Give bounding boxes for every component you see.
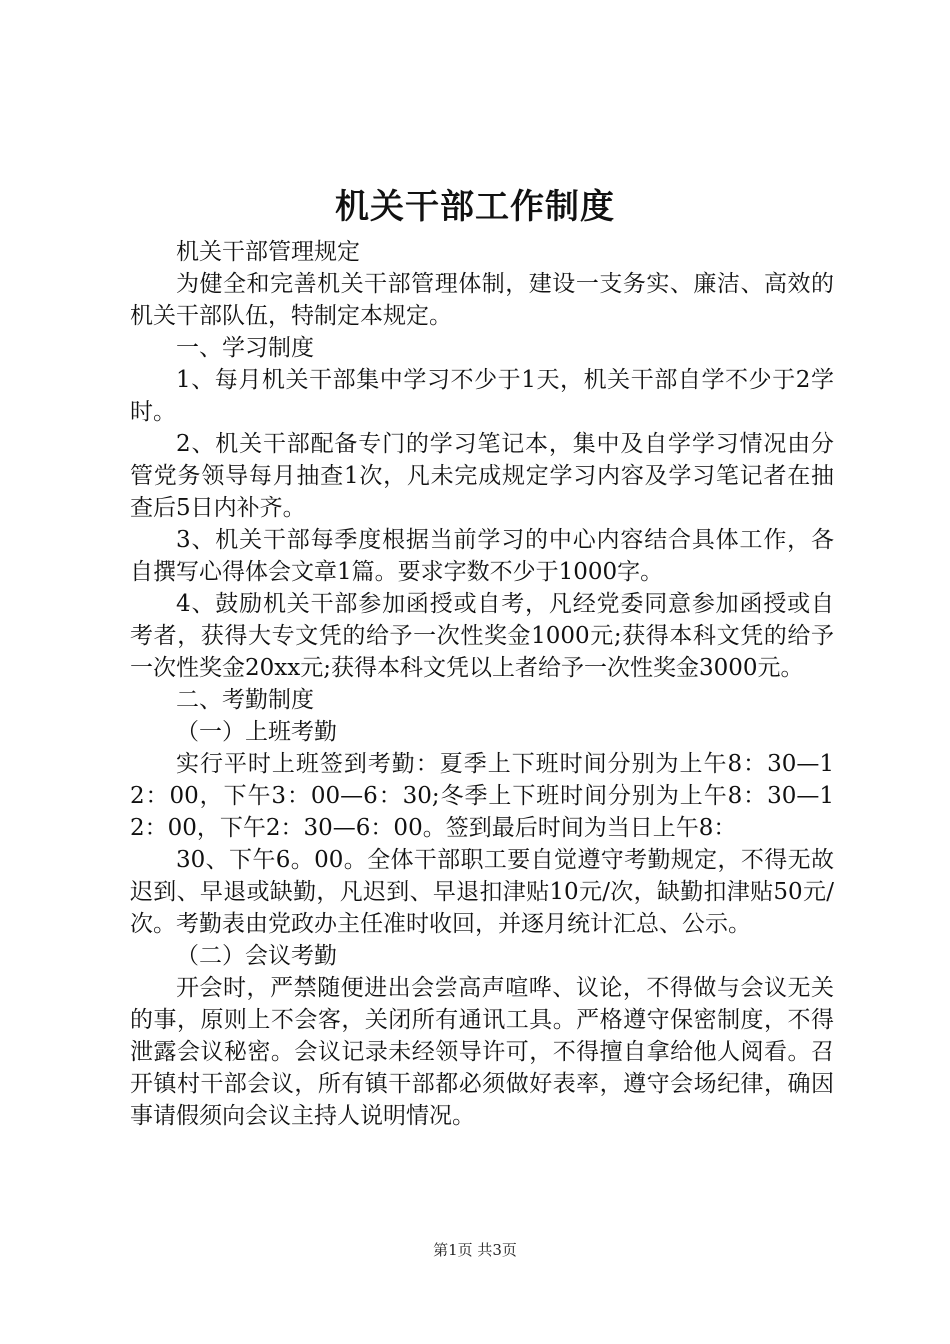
- page-footer: 第1页 共3页: [433, 1241, 517, 1259]
- document-body: [130, 236, 834, 1132]
- paragraph-study-4: 4、鼓励机关干部参加函授或自考，凡经党委同意参加函授或自考者，获得大专文凭的给予一次性奖金1000元;获得本科文凭的给予一次性奖金20xx元;获得本科文凭以上者给予一次性奖金3000元。: [130, 591, 834, 681]
- paragraph-study-3: 3、机关干部每季度根据当前学习的中心内容结合具体工作，各自撰写心得体会文章1篇。要求字数不少于1000字。: [130, 527, 834, 585]
- paragraph-work-hours: 实行平时上班签到考勤：夏季上下班时间分别为上午8：30—12：00，下午3：00—6：30;冬季上下班时间分别为上午8：30—12：00，下午2：30—6：00。签到最后时间为当日上午8：: [130, 751, 834, 841]
- paragraph-meeting-rules: 开会时，严禁随便进出会尝高声喧哗、议论，不得做与会议无关的事，原则上不会客，关闭所有通讯工具。严格遵守保密制度，不得泄露会议秘密。会议记录未经领导许可，不得擅自拿给他人阅看。召开镇村干部会议，所有镇干部都必须做好表率，遵守会场纪律，确因事请假须向会议主持人说明情况。: [130, 975, 834, 1129]
- paragraph-study-2: 2、机关干部配备专门的学习笔记本，集中及自学学习情况由分管党务领导每月抽查1次，凡未完成规定学习内容及学习笔记者在抽查后5日内补齐。: [130, 431, 834, 521]
- document-title: 机关干部工作制度: [335, 187, 615, 227]
- paragraph-subtitle: 机关干部管理规定: [176, 239, 360, 265]
- subsection-heading-work: （一）上班考勤: [176, 719, 337, 745]
- section-heading-attendance: 二、考勤制度: [176, 687, 314, 713]
- section-heading-study: 一、学习制度: [176, 335, 314, 361]
- subsection-heading-meeting: （二）会议考勤: [176, 943, 337, 969]
- paragraph-study-1: 1、每月机关干部集中学习不少于1天，机关干部自学不少于2学时。: [130, 367, 834, 425]
- paragraph-attendance-rules: 30、下午6。00。全体干部职工要自觉遵守考勤规定，不得无故迟到、早退或缺勤，凡迟到、早退扣津贴10元/次，缺勤扣津贴50元/次。考勤表由党政办主任准时收回，并逐月统计汇总、公示。: [130, 847, 834, 937]
- paragraph-intro: 为健全和完善机关干部管理体制，建设一支务实、廉洁、高效的机关干部队伍，特制定本规定。: [130, 271, 834, 329]
